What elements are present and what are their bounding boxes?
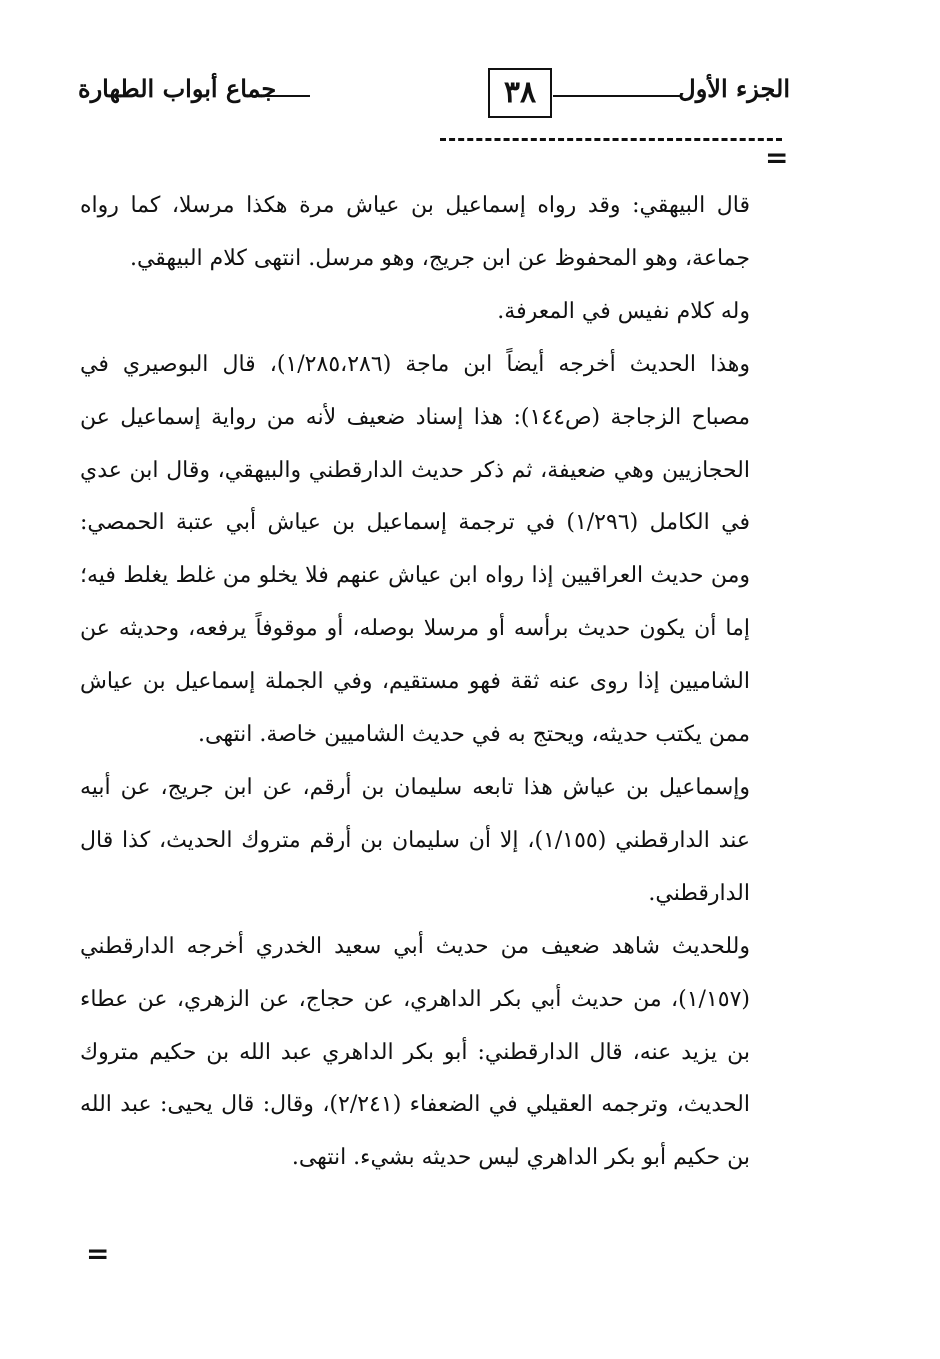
paragraph: وللحديث شاهد ضعيف من حديث أبي سعيد الخدري أخرجه الدارقطني (١/١٥٧)، من حديث أبي بكر الداهري، عن حجاج، عن الزهري، عن عطاء بن يزيد عنه، قال الدارقطني: أبو بكر الداهري عبد الله بن حكيم متروك الحديث، وترجمه العقيلي في الضعفاء (٢/٢٤١)، وقال: قال يحيى: عبد الله بن حكيم أبو بكر الداهري ليس حديثه بشيء. انتهى. — [80, 933, 750, 1171]
paragraph: قال البيهقي: وقد رواه إسماعيل بن عياش مرة هكذا مرسلا، كما رواه جماعة، وهو المحفوظ عن ابن جريج، وهو مرسل. انتهى كلام البيهقي. — [80, 193, 750, 271]
footnote-body — [80, 180, 750, 1185]
footnote-separator — [440, 138, 782, 141]
continuation-mark: = — [765, 141, 789, 174]
paragraph: وهذا الحديث أخرجه أيضاً ابن ماجة (١/٢٨٥،٢٨٦)، قال البوصيري في مصباح الزجاجة (ص١٤٤): هذا إسناد ضعيف لأنه من رواية إسماعيل عن الحجازيين وهي ضعيفة، ثم ذكر حديث الدارقطني والبيهقي، وقال ابن عدي في الكامل (١/٢٩٦) في ترجمة إسماعيل بن عياش أبي عتبة الحمصي: ومن حديث العراقيين إذا رواه ابن عياش عنهم فلا يخلو من غلط يغلط فيه؛ إما أن يكون حديث برأسه أو مرسلا بوصله، أو موقوفاً يرفعه، وحديثه عن الشاميين إذا روى عنه ثقة فهو مستقيم، وفي الجملة إسماعيل بن عياش ممن يكتب حديثه، ويحتج به في حديث الشاميين خاصة. انتهى. — [80, 351, 750, 748]
end-mark: = — [86, 1237, 110, 1270]
paragraph: وله كلام نفيس في المعرفة. — [497, 298, 750, 324]
running-header — [78, 68, 790, 122]
paragraph: وإسماعيل بن عياش هذا تابعه سليمان بن أرقم، عن ابن جريج، عن أبيه عند الدارقطني (١/١٥٥)، إلا أن سليمان بن أرقم متروك الحديث، كذا قال الدارقطني. — [80, 774, 750, 906]
section-title: جماع أبواب الطهارة — [78, 74, 277, 103]
header-rule-right — [553, 95, 682, 97]
volume-label: الجزء الأول — [678, 74, 790, 103]
page-number: ٣٨ — [488, 68, 552, 118]
